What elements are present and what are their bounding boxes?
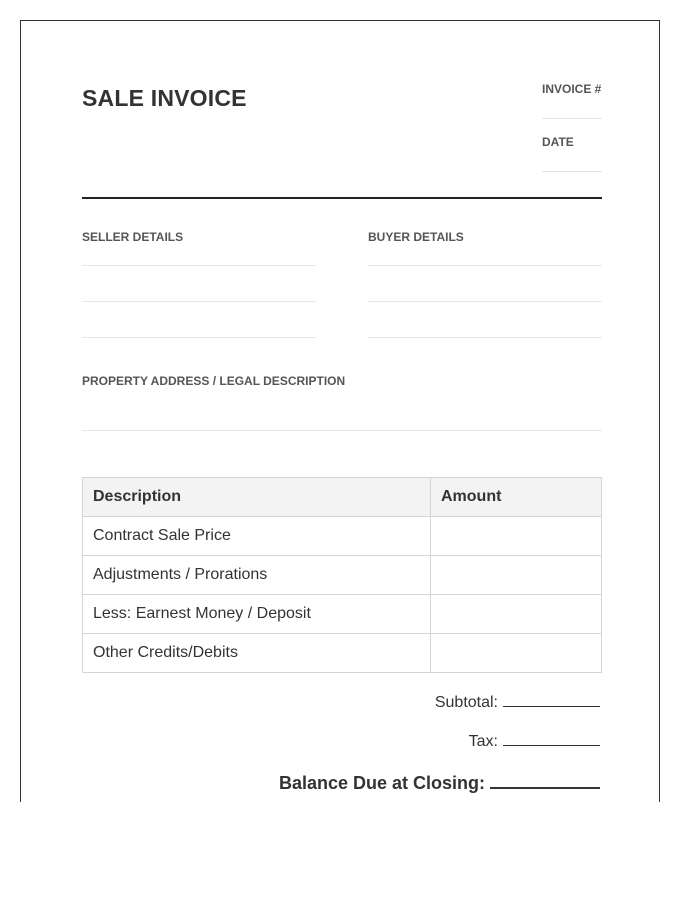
amount-column-header: Amount [431,478,602,517]
buyer-details-label: BUYER DETAILS [368,230,464,244]
subtotal-label: Subtotal: [434,694,498,711]
invoice-page [20,20,660,802]
seller-details-label: SELLER DETAILS [82,230,184,244]
subtotal-blank[interactable] [503,705,600,707]
seller-field-line-2[interactable] [82,301,316,302]
date-label: DATE [542,135,574,149]
item-amount-cell[interactable] [431,517,602,556]
item-amount-cell[interactable] [431,556,602,595]
balance-due-blank[interactable] [490,786,600,789]
buyer-field-line-3[interactable] [368,337,602,338]
invoice-title: SALE INVOICE [82,85,247,111]
item-description: Adjustments / Prorations [83,556,431,595]
table-row [83,634,602,673]
invoice-number-field[interactable] [542,118,602,119]
table-row [83,517,602,556]
property-address-label: PROPERTY ADDRESS / LEGAL DESCRIPTION [82,374,346,388]
buyer-field-line-1[interactable] [368,265,602,266]
invoice-number-label: INVOICE # [542,82,602,96]
item-amount-cell[interactable] [431,595,602,634]
table-row [83,556,602,595]
table-row [83,595,602,634]
tax-label: Tax: [468,733,498,750]
item-description: Other Credits/Debits [83,634,431,673]
property-address-field[interactable] [82,430,602,431]
tax-row [469,733,600,751]
buyer-field-line-2[interactable] [368,301,602,302]
seller-field-line-1[interactable] [82,265,316,266]
item-amount-cell[interactable] [431,634,602,673]
subtotal-row [435,694,600,712]
items-table [82,477,602,673]
seller-field-line-3[interactable] [82,337,316,338]
table-header-row [83,478,602,517]
description-column-header: Description [83,478,431,517]
item-description: Less: Earnest Money / Deposit [83,595,431,634]
date-field[interactable] [542,171,602,172]
tax-blank[interactable] [503,744,600,746]
balance-due-label: Balance Due at Closing: [278,773,485,793]
item-description: Contract Sale Price [83,517,431,556]
balance-due-row [279,773,600,794]
header-divider [82,197,602,199]
